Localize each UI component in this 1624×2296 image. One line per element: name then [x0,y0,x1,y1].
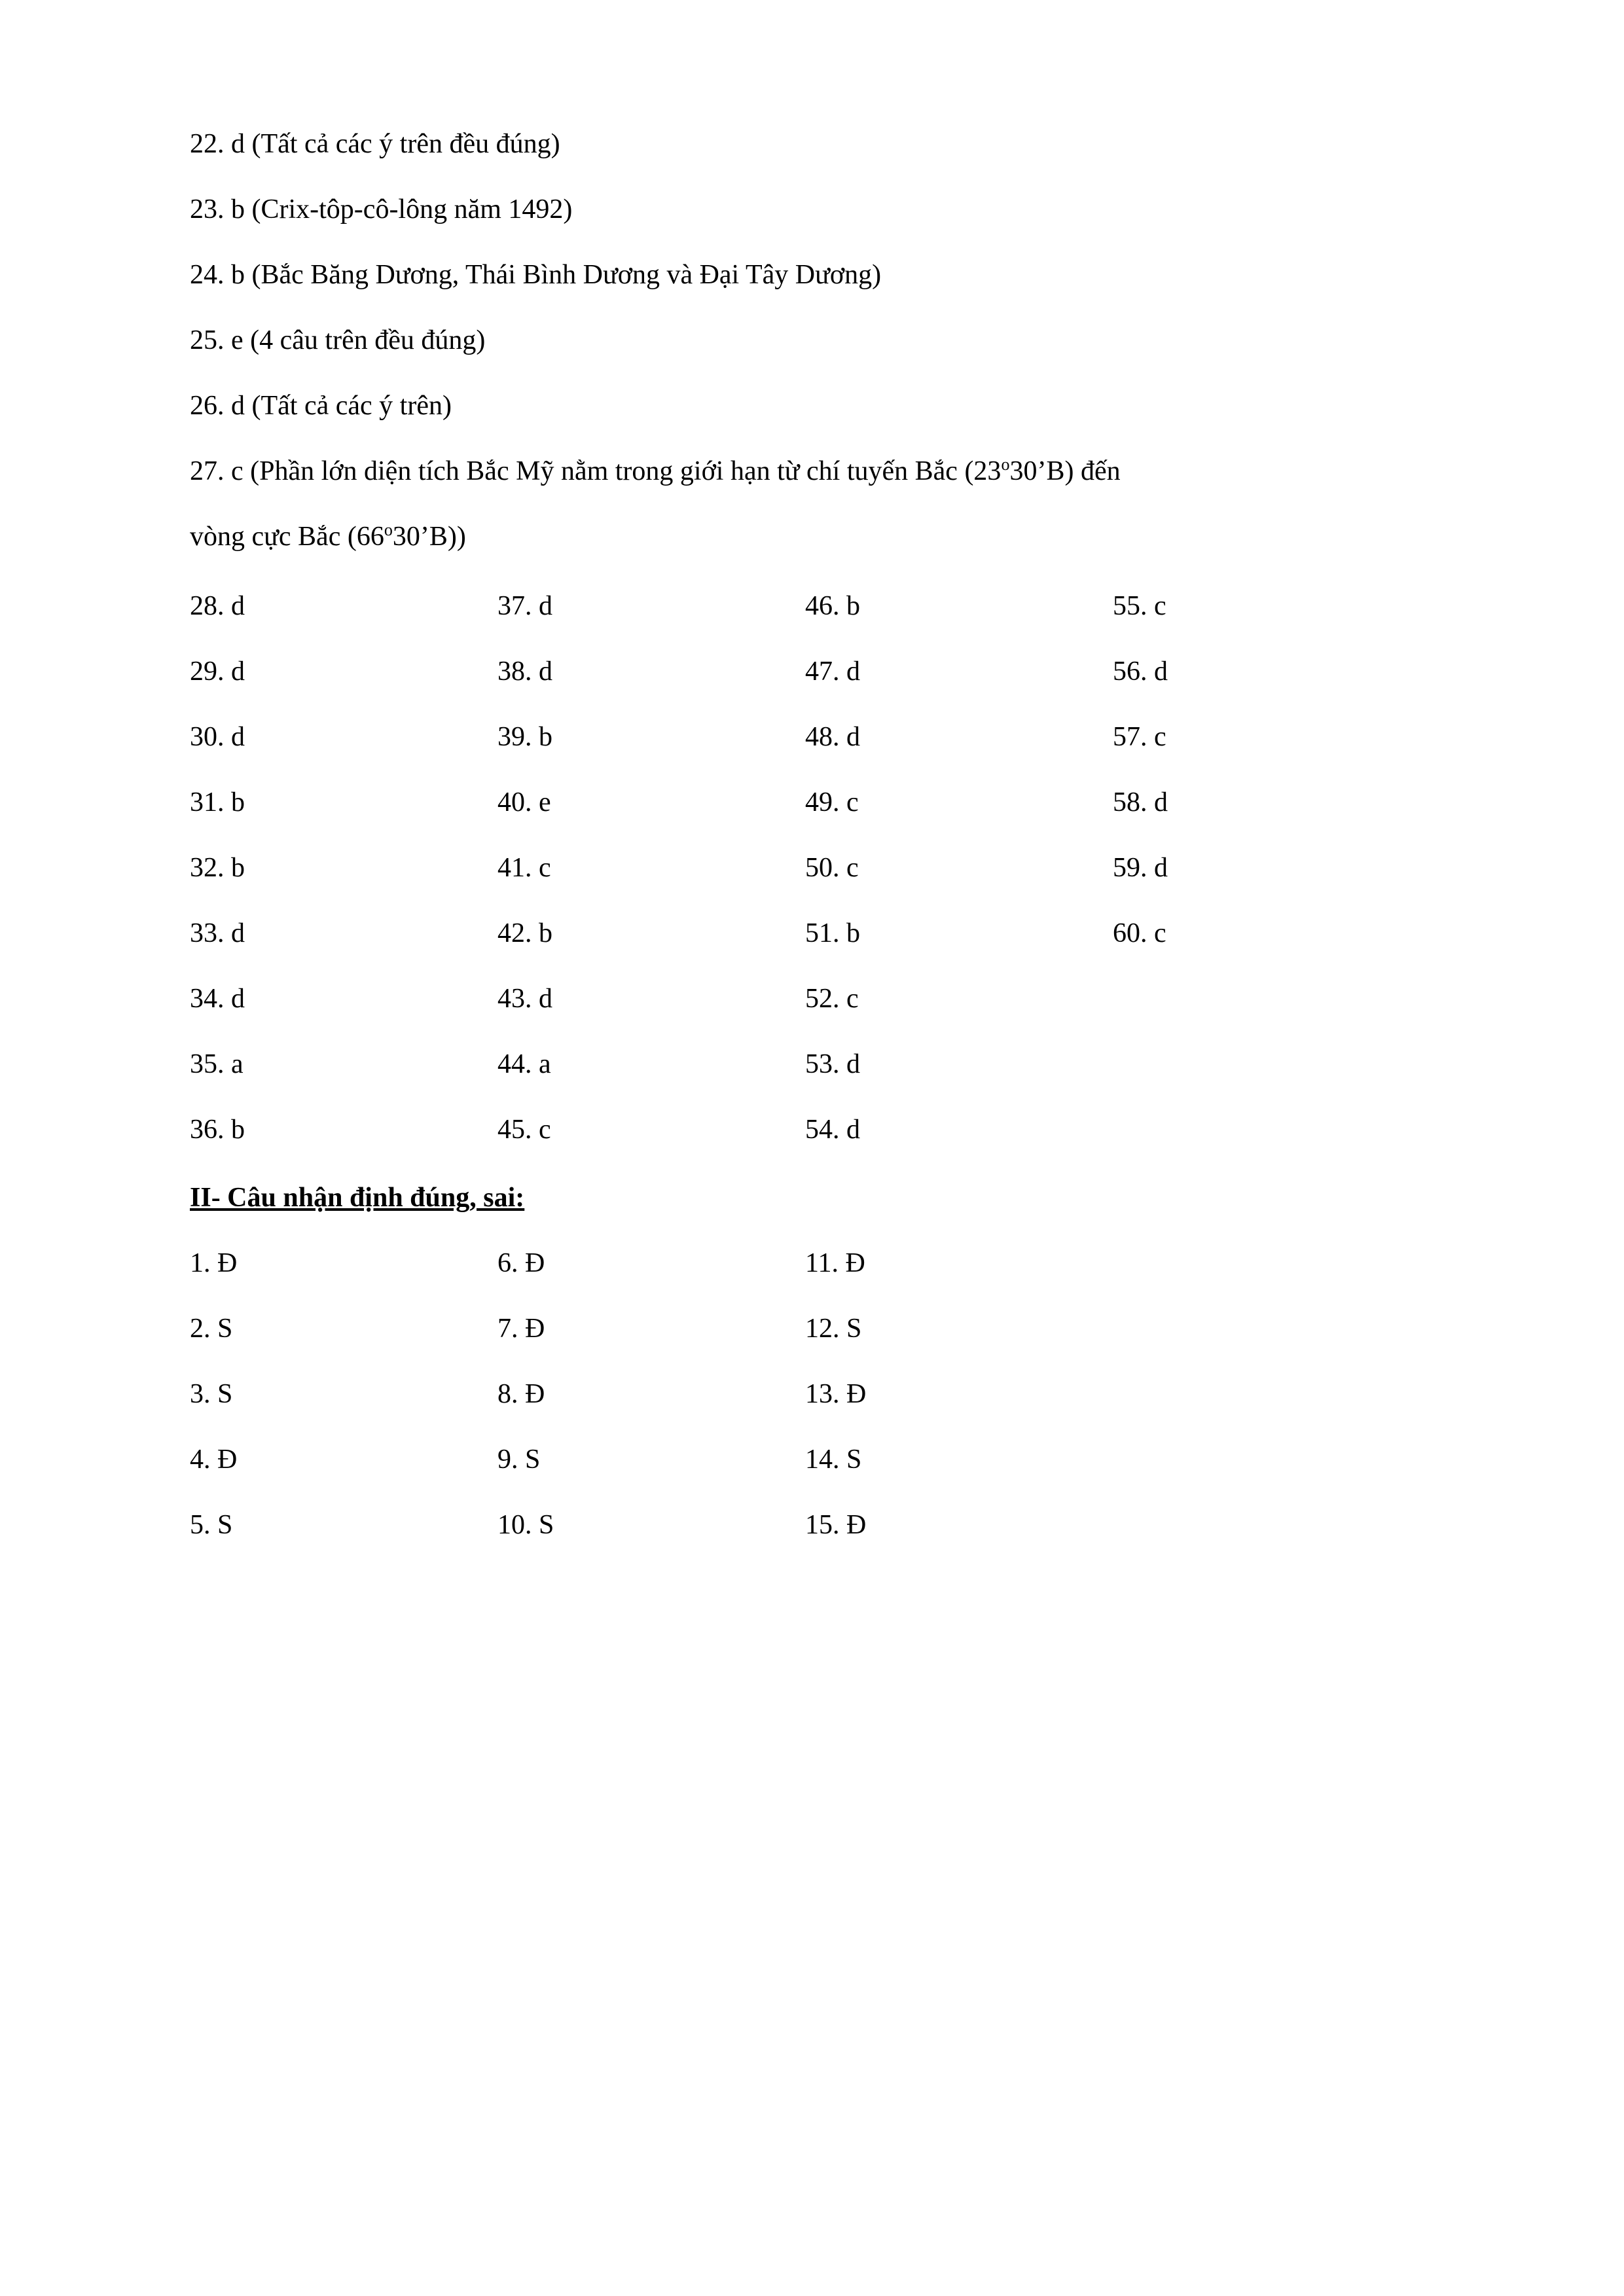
answer-cell: 48. d [805,722,860,752]
tf-cell: 9. S [497,1444,541,1475]
answer-line-27 [190,439,1428,569]
tf-cell: 13. Đ [805,1379,867,1409]
answer-cell: 29. d [190,656,245,687]
answer-cell: 52. c [805,984,859,1014]
answer-cell: 46. b [805,591,860,621]
answer-cell: 59. d [1113,853,1168,883]
answer-cell [1113,966,1420,1031]
answer-line-23: 23. b (Crix-tôp-cô-lông năm 1492) [190,194,573,224]
tf-cell: 15. Đ [805,1510,867,1540]
answer-grid [190,573,1428,1162]
answer-line-22: 22. d (Tất cả các ý trên đều đúng) [190,129,560,159]
table-row [190,639,1428,704]
tf-cell: 11. Đ [805,1248,865,1278]
answer-cell: 58. d [1113,787,1168,817]
answer-cell: 33. d [190,918,245,948]
table-row [190,1361,1428,1427]
answer-cell: 50. c [805,853,859,883]
answer-cell: 32. b [190,853,245,883]
table-row [190,1492,1428,1558]
answer-cell: 44. a [497,1049,551,1079]
table-row [190,1427,1428,1492]
answer-cell: 35. a [190,1049,244,1079]
tf-cell: 8. Đ [497,1379,545,1409]
answer-cell: 54. d [805,1115,860,1145]
answer-cell: 41. c [497,853,551,883]
table-row [190,1031,1428,1097]
answer-cell: 57. c [1113,722,1166,752]
answer-27-line2 [190,504,1428,569]
tf-cell: 5. S [190,1510,233,1540]
tf-cell: 12. S [805,1314,862,1344]
answer-cell: 40. e [497,787,551,817]
table-row [190,1097,1428,1162]
answer-cell: 53. d [805,1049,860,1079]
answer-cell: 34. d [190,984,245,1014]
answer-27-line2-prefix: vòng cực Bắc (66 [190,522,384,552]
tf-cell: 7. Đ [497,1314,545,1344]
answer-cell: 28. d [190,591,245,621]
answer-cell: 43. d [497,984,552,1014]
table-row [190,1230,1428,1296]
answer-cell: 49. c [805,787,859,817]
true-false-grid [190,1230,1428,1558]
tf-cell: 10. S [497,1510,554,1540]
answer-cell: 55. c [1113,591,1166,621]
section-heading-two: II- Câu nhận định đúng, sai: [190,1183,525,1213]
answer-cell: 42. b [497,918,552,948]
table-row [190,573,1428,639]
answer-cell: 47. d [805,656,860,687]
tf-cell: 2. S [190,1314,233,1344]
table-row [190,966,1428,1031]
degree-symbol-1: o [1001,455,1010,474]
answer-cell: 36. b [190,1115,245,1145]
tf-cell: 3. S [190,1379,233,1409]
answer-line-26: 26. d (Tất cả các ý trên) [190,391,452,421]
table-row [190,770,1428,835]
degree-symbol-2: o [384,520,393,539]
answer-line-24: 24. b (Bắc Băng Dương, Thái Bình Dương và Đại Tây Dương) [190,260,882,290]
tf-cell: 1. Đ [190,1248,238,1278]
table-row [190,704,1428,770]
tf-cell: 6. Đ [497,1248,545,1278]
answer-cell: 38. d [497,656,552,687]
tf-cell: 4. Đ [190,1444,238,1475]
answer-cell [1113,1031,1420,1097]
answer-27-line1-prefix: 27. c (Phần lớn diện tích Bắc Mỹ nằm trong giới hạn từ chí tuyến Bắc (23 [190,456,1001,486]
table-row [190,901,1428,966]
answer-cell: 37. d [497,591,552,621]
answer-cell: 31. b [190,787,245,817]
answer-cell: 51. b [805,918,860,948]
answer-cell [1113,1097,1420,1162]
answer-line-25: 25. e (4 câu trên đều đúng) [190,325,486,355]
table-row [190,835,1428,901]
table-row [190,1296,1428,1361]
answer-27-line2-suffix: 30’B)) [392,522,466,552]
answer-cell: 45. c [497,1115,551,1145]
tf-cell: 14. S [805,1444,862,1475]
answer-cell: 56. d [1113,656,1168,687]
answer-cell: 30. d [190,722,245,752]
answer-cell: 60. c [1113,918,1166,948]
answer-cell: 39. b [497,722,552,752]
answer-27-line1-mid: 30’B) đến [1009,456,1121,486]
